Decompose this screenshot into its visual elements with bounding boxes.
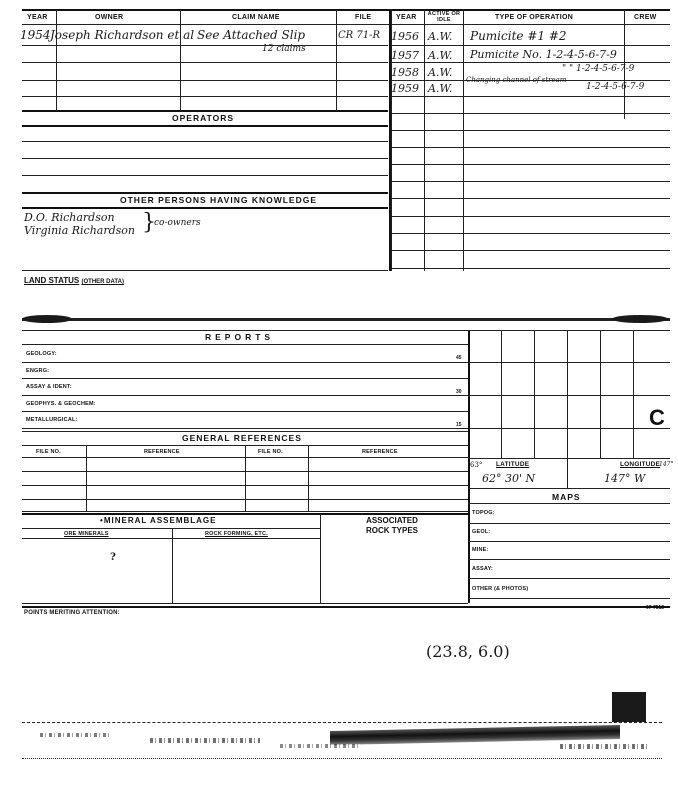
- gr-header-ref-1: REFERENCE: [144, 449, 180, 455]
- associated-rock-types-label: ASSOCIATED ROCK TYPES: [365, 516, 418, 535]
- op-year-3: 1958: [391, 66, 419, 79]
- scale-45: 45: [456, 355, 462, 361]
- header-year: YEAR: [27, 14, 48, 21]
- form-code: 97 7513: [646, 605, 665, 611]
- report-engrg: ENGRG:: [26, 368, 50, 374]
- grid-letter: C: [649, 405, 665, 430]
- coordinates-note: (23.8, 6.0): [426, 642, 510, 661]
- maps-topog: TOPOG:: [472, 510, 495, 516]
- header-file: FILE: [355, 14, 372, 21]
- longitude-suffix: 147°: [659, 461, 674, 468]
- report-assay: ASSAY & IDENT:: [26, 384, 72, 390]
- other-persons-title: OTHER PERSONS HAVING KNOWLEDGE: [120, 195, 318, 205]
- header-owner: OWNER: [95, 14, 124, 21]
- op-note: Changing channel of stream: [466, 76, 567, 84]
- longitude-label: LONGITUDE: [620, 461, 661, 468]
- points-meriting-label: POINTS MERITING ATTENTION:: [24, 610, 120, 616]
- general-references-title: GENERAL REFERENCES: [182, 433, 302, 443]
- rock-forming-header: ROCK FORMING, ETC.: [205, 531, 268, 537]
- op-type-2: Pumicite No. 1-2-4-5-6-7-9: [470, 48, 617, 61]
- person-2: Virginia Richardson: [24, 224, 135, 237]
- report-geophys: GEOPHYS. & GEOCHEM:: [26, 401, 96, 407]
- operators-title: OPERATORS: [172, 113, 235, 123]
- latitude-value: 62° 30' N: [482, 472, 536, 485]
- header-type-of-operation: TYPE OF OPERATION: [495, 14, 574, 21]
- brace-icon: }: [142, 210, 156, 235]
- claim-count: 12 claims: [262, 44, 306, 54]
- op-year-2: 1957: [391, 49, 419, 62]
- op-status-4: A.W.: [428, 82, 453, 95]
- op-year-1: 1956: [391, 30, 419, 43]
- mineral-title: •MINERAL ASSEMBLAGE: [100, 516, 217, 525]
- maps-title: MAPS: [552, 492, 581, 502]
- reports-title: REPORTS: [205, 332, 275, 342]
- header-crew: CREW: [634, 14, 657, 21]
- op-status-3: A.W.: [428, 66, 453, 79]
- longitude-value: 147° W: [604, 472, 646, 485]
- land-status-label: LAND STATUS (OTHER DATA): [24, 276, 124, 285]
- co-owners-note: co-owners: [154, 218, 201, 228]
- op-type-4: 1-2-4-5-6-7-9: [586, 82, 645, 92]
- ore-minerals-value: ?: [110, 552, 116, 563]
- lat-prefix: 63°: [470, 461, 483, 469]
- op-status-2: A.W.: [428, 49, 453, 62]
- latitude-label: LATITUDE: [496, 461, 530, 468]
- header-active-idle: ACTIVE OR IDLE: [427, 11, 461, 23]
- gr-header-file-2: FILE NO.: [258, 449, 283, 455]
- person-1: D.O. Richardson: [24, 211, 115, 224]
- op-status-1: A.W.: [428, 30, 453, 43]
- owner-name: Joseph Richardson et al: [50, 28, 195, 42]
- op-type-1: Pumicite #1 #2: [470, 29, 567, 43]
- maps-geol: GEOL:: [472, 529, 491, 535]
- gr-header-ref-2: REFERENCE: [362, 449, 398, 455]
- op-year-4: 1959: [391, 82, 419, 95]
- ore-minerals-header: ORE MINERALS: [64, 531, 109, 537]
- scale-15: 15: [456, 422, 462, 428]
- maps-assay: ASSAY:: [472, 566, 494, 572]
- report-geology: GEOLOGY:: [26, 351, 57, 357]
- scale-30: 30: [456, 389, 462, 395]
- header-year-ops: YEAR: [396, 14, 417, 21]
- maps-other: OTHER (& PHOTOS): [472, 586, 529, 592]
- file-value: CR 71-R: [338, 30, 380, 41]
- gr-header-file-1: FILE NO.: [36, 449, 61, 455]
- report-metallurgical: METALLURGICAL:: [26, 417, 78, 423]
- maps-mine: MINE:: [472, 547, 489, 553]
- op-type-3: " " 1-2-4-5-6-7-9: [562, 64, 635, 74]
- header-claim-name: CLAIM NAME: [232, 14, 280, 21]
- claim-name-value: See Attached Slip: [197, 28, 306, 42]
- owner-year: 1954: [20, 28, 51, 42]
